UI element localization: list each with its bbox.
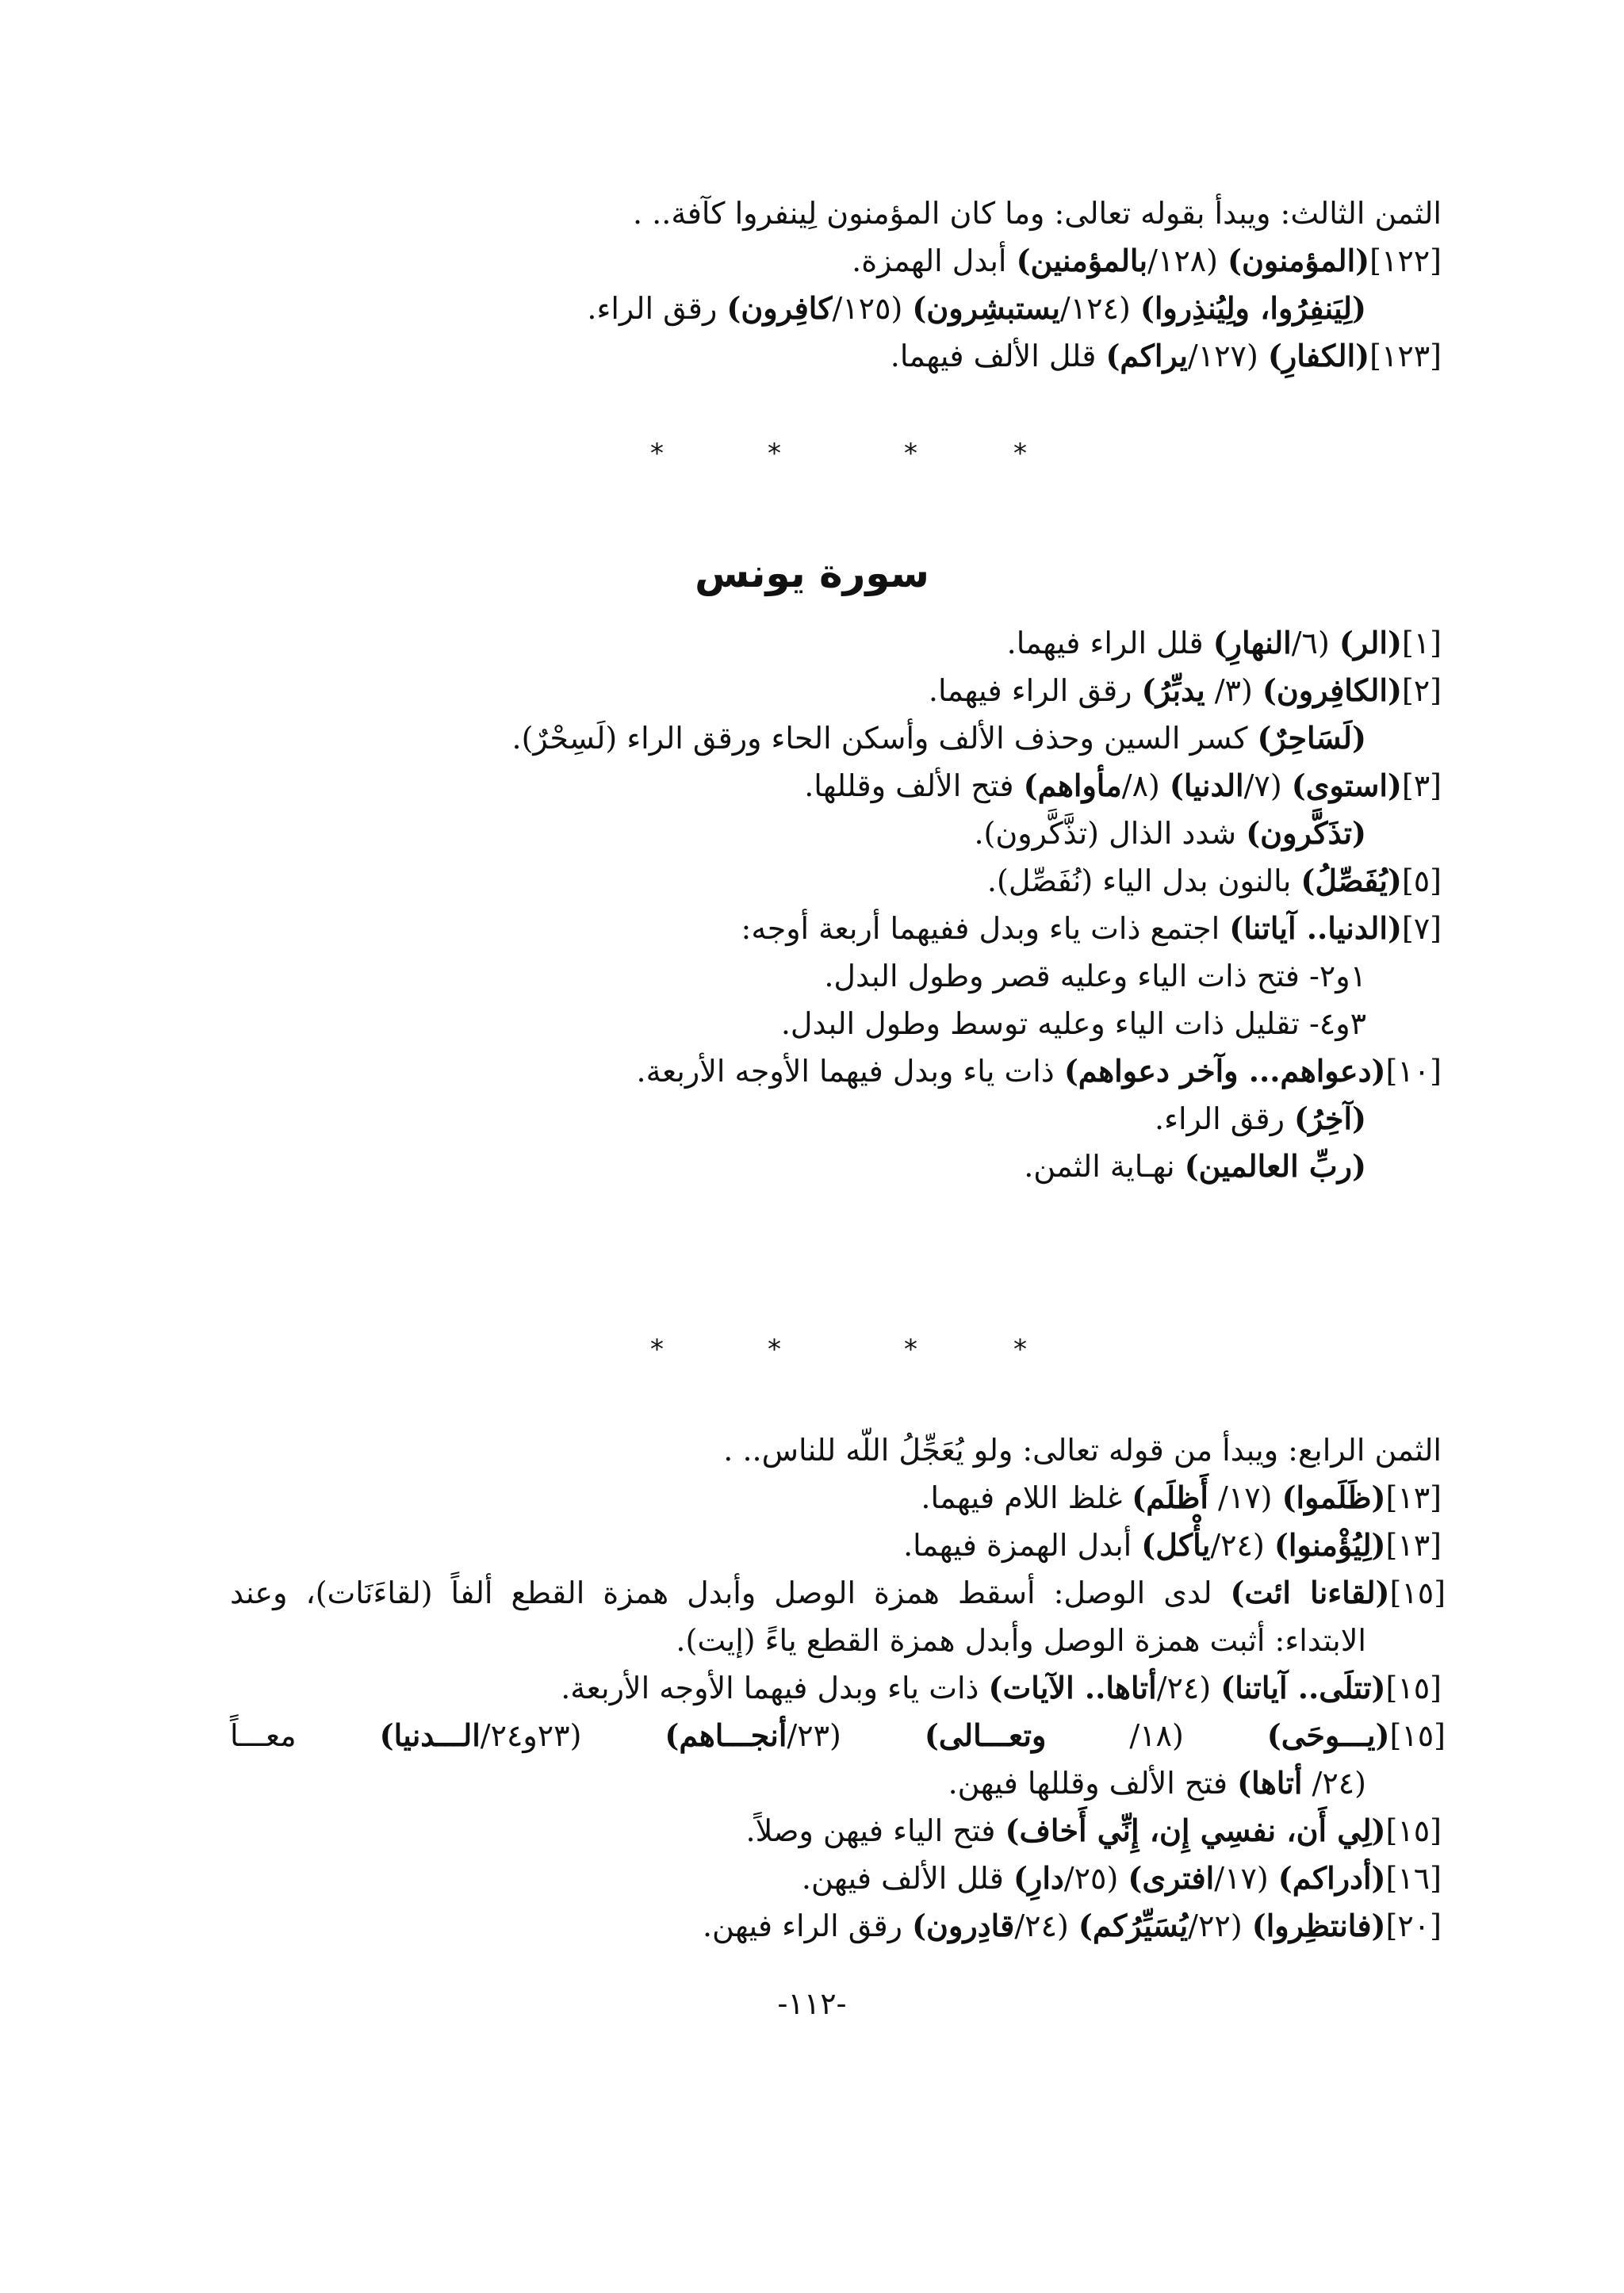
quranic-term: (آخِرُ) xyxy=(1294,1101,1366,1136)
quranic-term: مأواهم) xyxy=(1023,768,1122,803)
verse-ref: [٢٠] xyxy=(1385,1908,1442,1943)
separator-stars-2 xyxy=(634,1334,1031,1365)
commentary-text: ذات ياء وبدل فيهما الأوجه الأربعة. xyxy=(636,1054,1064,1089)
commentary-text: (١٨/ xyxy=(1046,1718,1267,1753)
quranic-term: (لِي أَن، نفسِي إِن، إِنِّي أَخاف) xyxy=(1005,1813,1386,1848)
verse-ref: [١٢٣] xyxy=(1369,339,1442,373)
quranic-term: الدنيا) xyxy=(1169,768,1244,803)
commentary-text: (١٢٧/ xyxy=(1187,339,1268,373)
quranic-term: (أدراكم) xyxy=(1277,1860,1386,1896)
section4-line-3 xyxy=(230,1570,1446,1616)
quranic-term: (لِيَنفِرُوا، ولِيُنذِروا) xyxy=(1139,290,1366,326)
commentary-text: فتح الياء فيهن وصلاً. xyxy=(745,1813,1005,1848)
quranic-term: النهارِ) xyxy=(1212,625,1292,660)
section4-intro: الثمن الرابع: ويبدأ من قوله تعالى: ولو يُعَجِّلُ اللّه للناس.. . xyxy=(723,1433,1442,1468)
commentary-text: كسر السين وحذف الألف وأسكن الحاء ورقق الراء (لَسِحْرٌ). xyxy=(511,721,1258,756)
verse-ref: [١٣] xyxy=(1385,1480,1442,1515)
separator-star: * xyxy=(904,438,917,469)
verse-ref: [١٣] xyxy=(1385,1528,1442,1563)
yunus-line-9 xyxy=(238,1001,1366,1047)
quranic-term: دارِ) xyxy=(1013,1860,1064,1896)
separator-star: * xyxy=(1013,1334,1027,1365)
quranic-term: (تتلَى.. آياتنا) xyxy=(1220,1670,1386,1705)
separator-star: * xyxy=(650,438,664,469)
commentary-text: قلل الألف فيهما. xyxy=(890,339,1106,373)
quranic-term: (لَسَاحِرٌ) xyxy=(1257,720,1366,756)
section3-intro: الثمن الثالث: ويبدأ بقوله تعالى: وما كان المؤمنون لِينفروا كآفة.. . xyxy=(633,196,1442,231)
commentary-text: (٨/ xyxy=(1121,768,1170,803)
commentary-text: أبدل الهمزة فيهما. xyxy=(903,1528,1142,1563)
section3-line-3 xyxy=(238,333,1442,379)
section4-line-6 xyxy=(230,1713,1446,1759)
quranic-term: يُسَيِّرُكم) xyxy=(1078,1908,1189,1943)
verse-ref: [٧] xyxy=(1401,911,1442,946)
quranic-term: يدبِّرُ) xyxy=(1141,672,1205,708)
yunus-line-10 xyxy=(238,1048,1442,1094)
yunus-line-8 xyxy=(238,953,1366,999)
quranic-term: (لقاءنا ائت) xyxy=(1230,1575,1390,1610)
quranic-term: (الكفارِ) xyxy=(1267,338,1370,373)
section4-line-9 xyxy=(238,1855,1442,1901)
section4-line-10 xyxy=(238,1903,1442,1949)
verse-ref: [٣] xyxy=(1401,768,1442,803)
yunus-line-7 xyxy=(238,905,1442,951)
commentary-text: ٣و٤- تقليل ذات الياء وعليه توسط وطول البدل. xyxy=(780,1006,1366,1041)
separator-star: * xyxy=(650,1334,664,1365)
verse-ref: [١٥] xyxy=(1385,1813,1442,1848)
quranic-term: كافِرون) xyxy=(726,290,833,326)
section4-line-4 xyxy=(238,1617,1366,1663)
quranic-term: (دعواهم... وآخر دعواهم) xyxy=(1063,1053,1386,1089)
commentary-text: (١٢٤/ xyxy=(1059,291,1140,326)
quranic-term: قادِرون) xyxy=(912,1908,1015,1943)
separator-star: * xyxy=(1013,438,1027,469)
commentary-text: قلل الألف فيهن. xyxy=(801,1861,1013,1896)
commentary-text: أبدل الهمزة. xyxy=(852,243,1017,278)
verse-ref: [١٢٢] xyxy=(1369,243,1442,278)
quranic-term: الـــدنيا) xyxy=(379,1717,481,1753)
quranic-term: افترى) xyxy=(1128,1860,1215,1896)
commentary-text: رقق الراء فيهن. xyxy=(702,1908,913,1943)
separator-star: * xyxy=(768,1334,781,1365)
commentary-text: (٦/ xyxy=(1291,626,1339,660)
quranic-term: (ظَلَموا) xyxy=(1281,1480,1386,1515)
commentary-text: رقق الراء. xyxy=(587,291,727,326)
section4-line-1 xyxy=(238,1475,1442,1521)
yunus-line-6 xyxy=(238,858,1442,904)
quranic-term: يستبشِرون) xyxy=(912,290,1060,326)
page-number: -١١٢- xyxy=(777,1986,847,2021)
commentary-text: (٧/ xyxy=(1243,768,1292,803)
commentary-text: (٢٥/ xyxy=(1063,1861,1128,1896)
commentary-text: شدد الذال (تذَّكَّرون). xyxy=(974,816,1247,851)
commentary-text: (٢٤/ xyxy=(1210,1528,1274,1563)
quranic-term: أَظلَم) xyxy=(1132,1480,1208,1515)
quranic-term: أتاها) xyxy=(1237,1765,1303,1801)
separator-stars-1 xyxy=(634,438,1031,469)
quranic-term: (ربِّ العالمين) xyxy=(1184,1148,1366,1184)
commentary-text: ١و٢- فتح ذات الياء وعليه قصر وطول البدل. xyxy=(824,959,1366,993)
quranic-term: (المؤمنون) xyxy=(1228,243,1370,278)
quranic-term: أتاها.. الآيات) xyxy=(988,1670,1157,1705)
commentary-text: رقق الراء فيهما. xyxy=(928,673,1142,708)
section4-line-7 xyxy=(238,1760,1366,1806)
yunus-line-3 xyxy=(238,715,1366,761)
quranic-term: وتعـــالى) xyxy=(924,1717,1047,1753)
quranic-term: (استوى) xyxy=(1291,768,1402,803)
commentary-text: (١٧/ xyxy=(1208,1480,1282,1515)
section4-line-8 xyxy=(238,1808,1442,1854)
commentary-text: (٣/ xyxy=(1205,673,1262,708)
verse-ref: [٢] xyxy=(1401,673,1442,708)
commentary-text: بالنون بدل الياء (نُفَصِّل). xyxy=(986,863,1301,898)
section4-line-5 xyxy=(238,1665,1442,1711)
commentary-text: (٢٣و٢٤/ xyxy=(480,1718,665,1753)
verse-ref: [١٥] xyxy=(1389,1718,1446,1753)
commentary-text: نهـاية الثمن. xyxy=(1024,1149,1185,1184)
quranic-term: (فانتظِروا) xyxy=(1251,1908,1386,1943)
quranic-term: بالمؤمنين) xyxy=(1016,243,1148,278)
quranic-term: يراكم) xyxy=(1105,338,1188,373)
commentary-text: غلظ اللام فيهما. xyxy=(921,1480,1132,1515)
commentary-text: الابتداء: أثبت همزة الوصل وأبدل همزة القطع ياءً (إيت). xyxy=(676,1623,1366,1658)
verse-ref: [١٥] xyxy=(1385,1671,1442,1705)
quranic-term: (يـــوحَى) xyxy=(1266,1717,1390,1753)
quranic-term: يأْكل) xyxy=(1141,1527,1211,1563)
yunus-line-5 xyxy=(238,810,1366,856)
separator-star: * xyxy=(768,438,781,469)
commentary-text: فتح الألف وقللها فيهن. xyxy=(948,1766,1238,1801)
commentary-text: معـــاً xyxy=(230,1718,380,1753)
commentary-text: رقق الراء. xyxy=(1155,1101,1295,1136)
section3-line-2 xyxy=(238,285,1366,331)
section4-line-2 xyxy=(238,1522,1442,1568)
yunus-line-12 xyxy=(238,1143,1366,1189)
section3-line-1 xyxy=(238,238,1442,284)
verse-ref: [١٠] xyxy=(1385,1054,1442,1089)
commentary-text: قلل الراء فيهما. xyxy=(1006,626,1213,660)
commentary-text: اجتمع ذات ياء وبدل ففيهما أربعة أوجه: xyxy=(741,911,1230,946)
commentary-text: فتح الألف وقللها. xyxy=(804,768,1024,803)
surah-title: سورة يونس xyxy=(695,550,929,596)
commentary-text: (١٢٨/ xyxy=(1147,243,1228,278)
commentary-text: (١٧/ xyxy=(1214,1861,1278,1896)
quranic-term: (الدنيا.. آياتنا) xyxy=(1229,910,1402,946)
yunus-line-1 xyxy=(238,620,1442,666)
commentary-text: (٢٤/ xyxy=(1156,1671,1221,1705)
commentary-text: (٢٢/ xyxy=(1188,1908,1252,1943)
commentary-text: (١٢٥/ xyxy=(832,291,913,326)
separator-star: * xyxy=(904,1334,917,1365)
quranic-term: (يُفَصِّلُ) xyxy=(1300,863,1402,898)
yunus-line-4 xyxy=(238,763,1442,809)
yunus-line-2 xyxy=(238,668,1442,714)
yunus-line-11 xyxy=(238,1096,1366,1142)
commentary-text: (٢٤/ xyxy=(1302,1766,1366,1801)
commentary-text: (٢٤/ xyxy=(1014,1908,1078,1943)
verse-ref: [١٥] xyxy=(1389,1575,1446,1610)
commentary-text: لدى الوصل: أسقط همزة الوصل وأبدل همزة القطع ألفاً (لقاءَنَات)، وعند xyxy=(230,1575,1231,1610)
commentary-text: ذات ياء وبدل فيهما الأوجه الأربعة. xyxy=(561,1671,989,1705)
verse-ref: [٥] xyxy=(1401,863,1442,898)
quranic-term: (الر) xyxy=(1339,625,1402,660)
quranic-term: (لِيُؤْمنوا) xyxy=(1274,1527,1386,1563)
quranic-term: (تذَكَّرون) xyxy=(1246,815,1366,851)
verse-ref: [١] xyxy=(1401,626,1442,660)
quranic-term: أنجـــاهم) xyxy=(665,1717,787,1753)
quranic-term: (الكافِرون) xyxy=(1262,672,1402,708)
commentary-text: (٢٣/ xyxy=(787,1718,925,1753)
verse-ref: [١٦] xyxy=(1385,1861,1442,1896)
